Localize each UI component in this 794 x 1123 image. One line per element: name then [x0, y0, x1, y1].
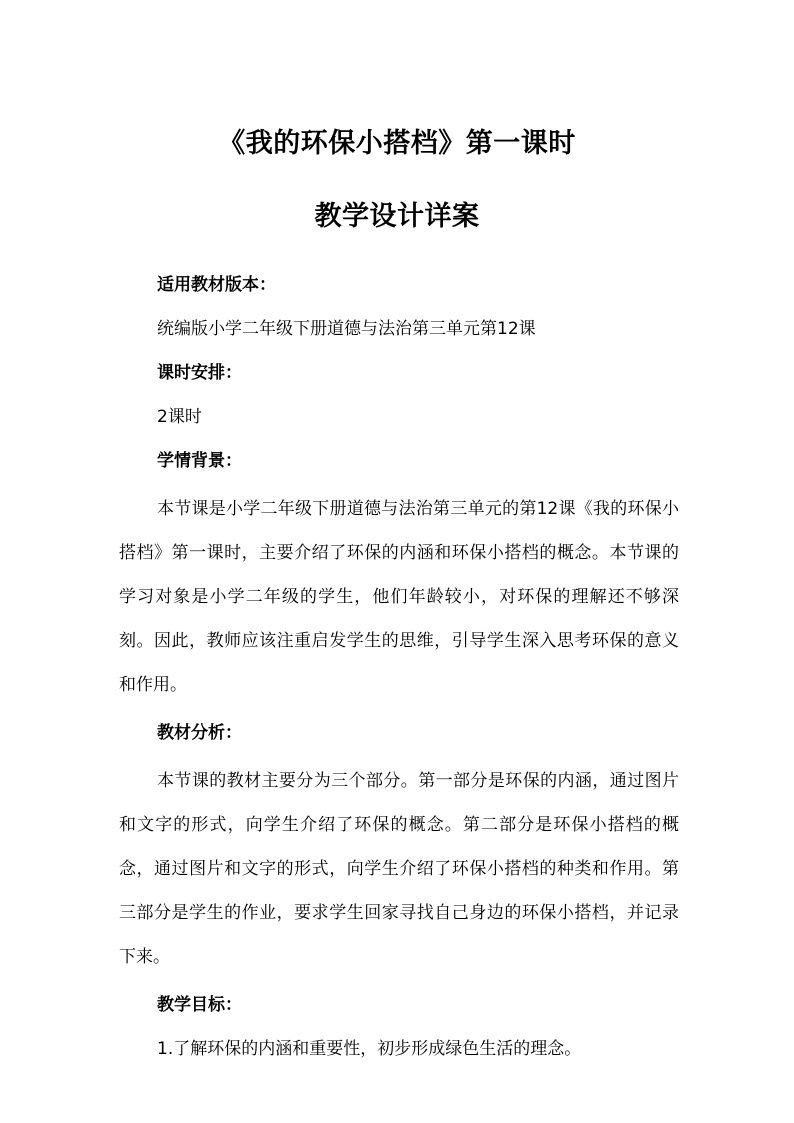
document-body — [119, 267, 679, 1075]
analysis-heading: 教材分析： — [157, 723, 242, 743]
background-paragraph: 本节课是小学二年级下册道德与法治第三单元的第12课《我的环保小搭档》第一课时，主要介绍了环保的内涵和环保小搭档的概念。本节课的学习对象是小学二年级的学生，他们年龄较小，对环保的理解还不够深刻。因此，教师应该注重启发学生的思维，引导学生深入思考环保的意义和作用。 — [119, 499, 679, 695]
schedule-text: 2课时 — [157, 407, 202, 427]
goals-heading: 教学目标： — [157, 995, 242, 1015]
edition-text: 统编版小学二年级下册道德与法治第三单元第12课 — [157, 319, 536, 339]
edition-heading: 适用教材版本： — [157, 275, 276, 295]
schedule-heading: 课时安排： — [157, 363, 242, 383]
document-title: 《我的环保小搭档》第一课时 — [218, 128, 576, 159]
goal-item-1: 1.了解环保的内涵和重要性，初步形成绿色生活的理念。 — [157, 1039, 582, 1059]
analysis-paragraph: 本节课的教材主要分为三个部分。第一部分是环保的内涵，通过图片和文字的形式，向学生介绍了环保的概念。第二部分是环保小搭档的概念，通过图片和文字的形式，向学生介绍了环保小搭档的种类和作用。第三部分是学生的作业，要求学生回家寻找自己身边的环保小搭档，并记录下来。 — [119, 771, 679, 967]
document-subtitle: 教学设计详案 — [314, 201, 480, 232]
background-heading: 学情背景： — [157, 451, 242, 471]
